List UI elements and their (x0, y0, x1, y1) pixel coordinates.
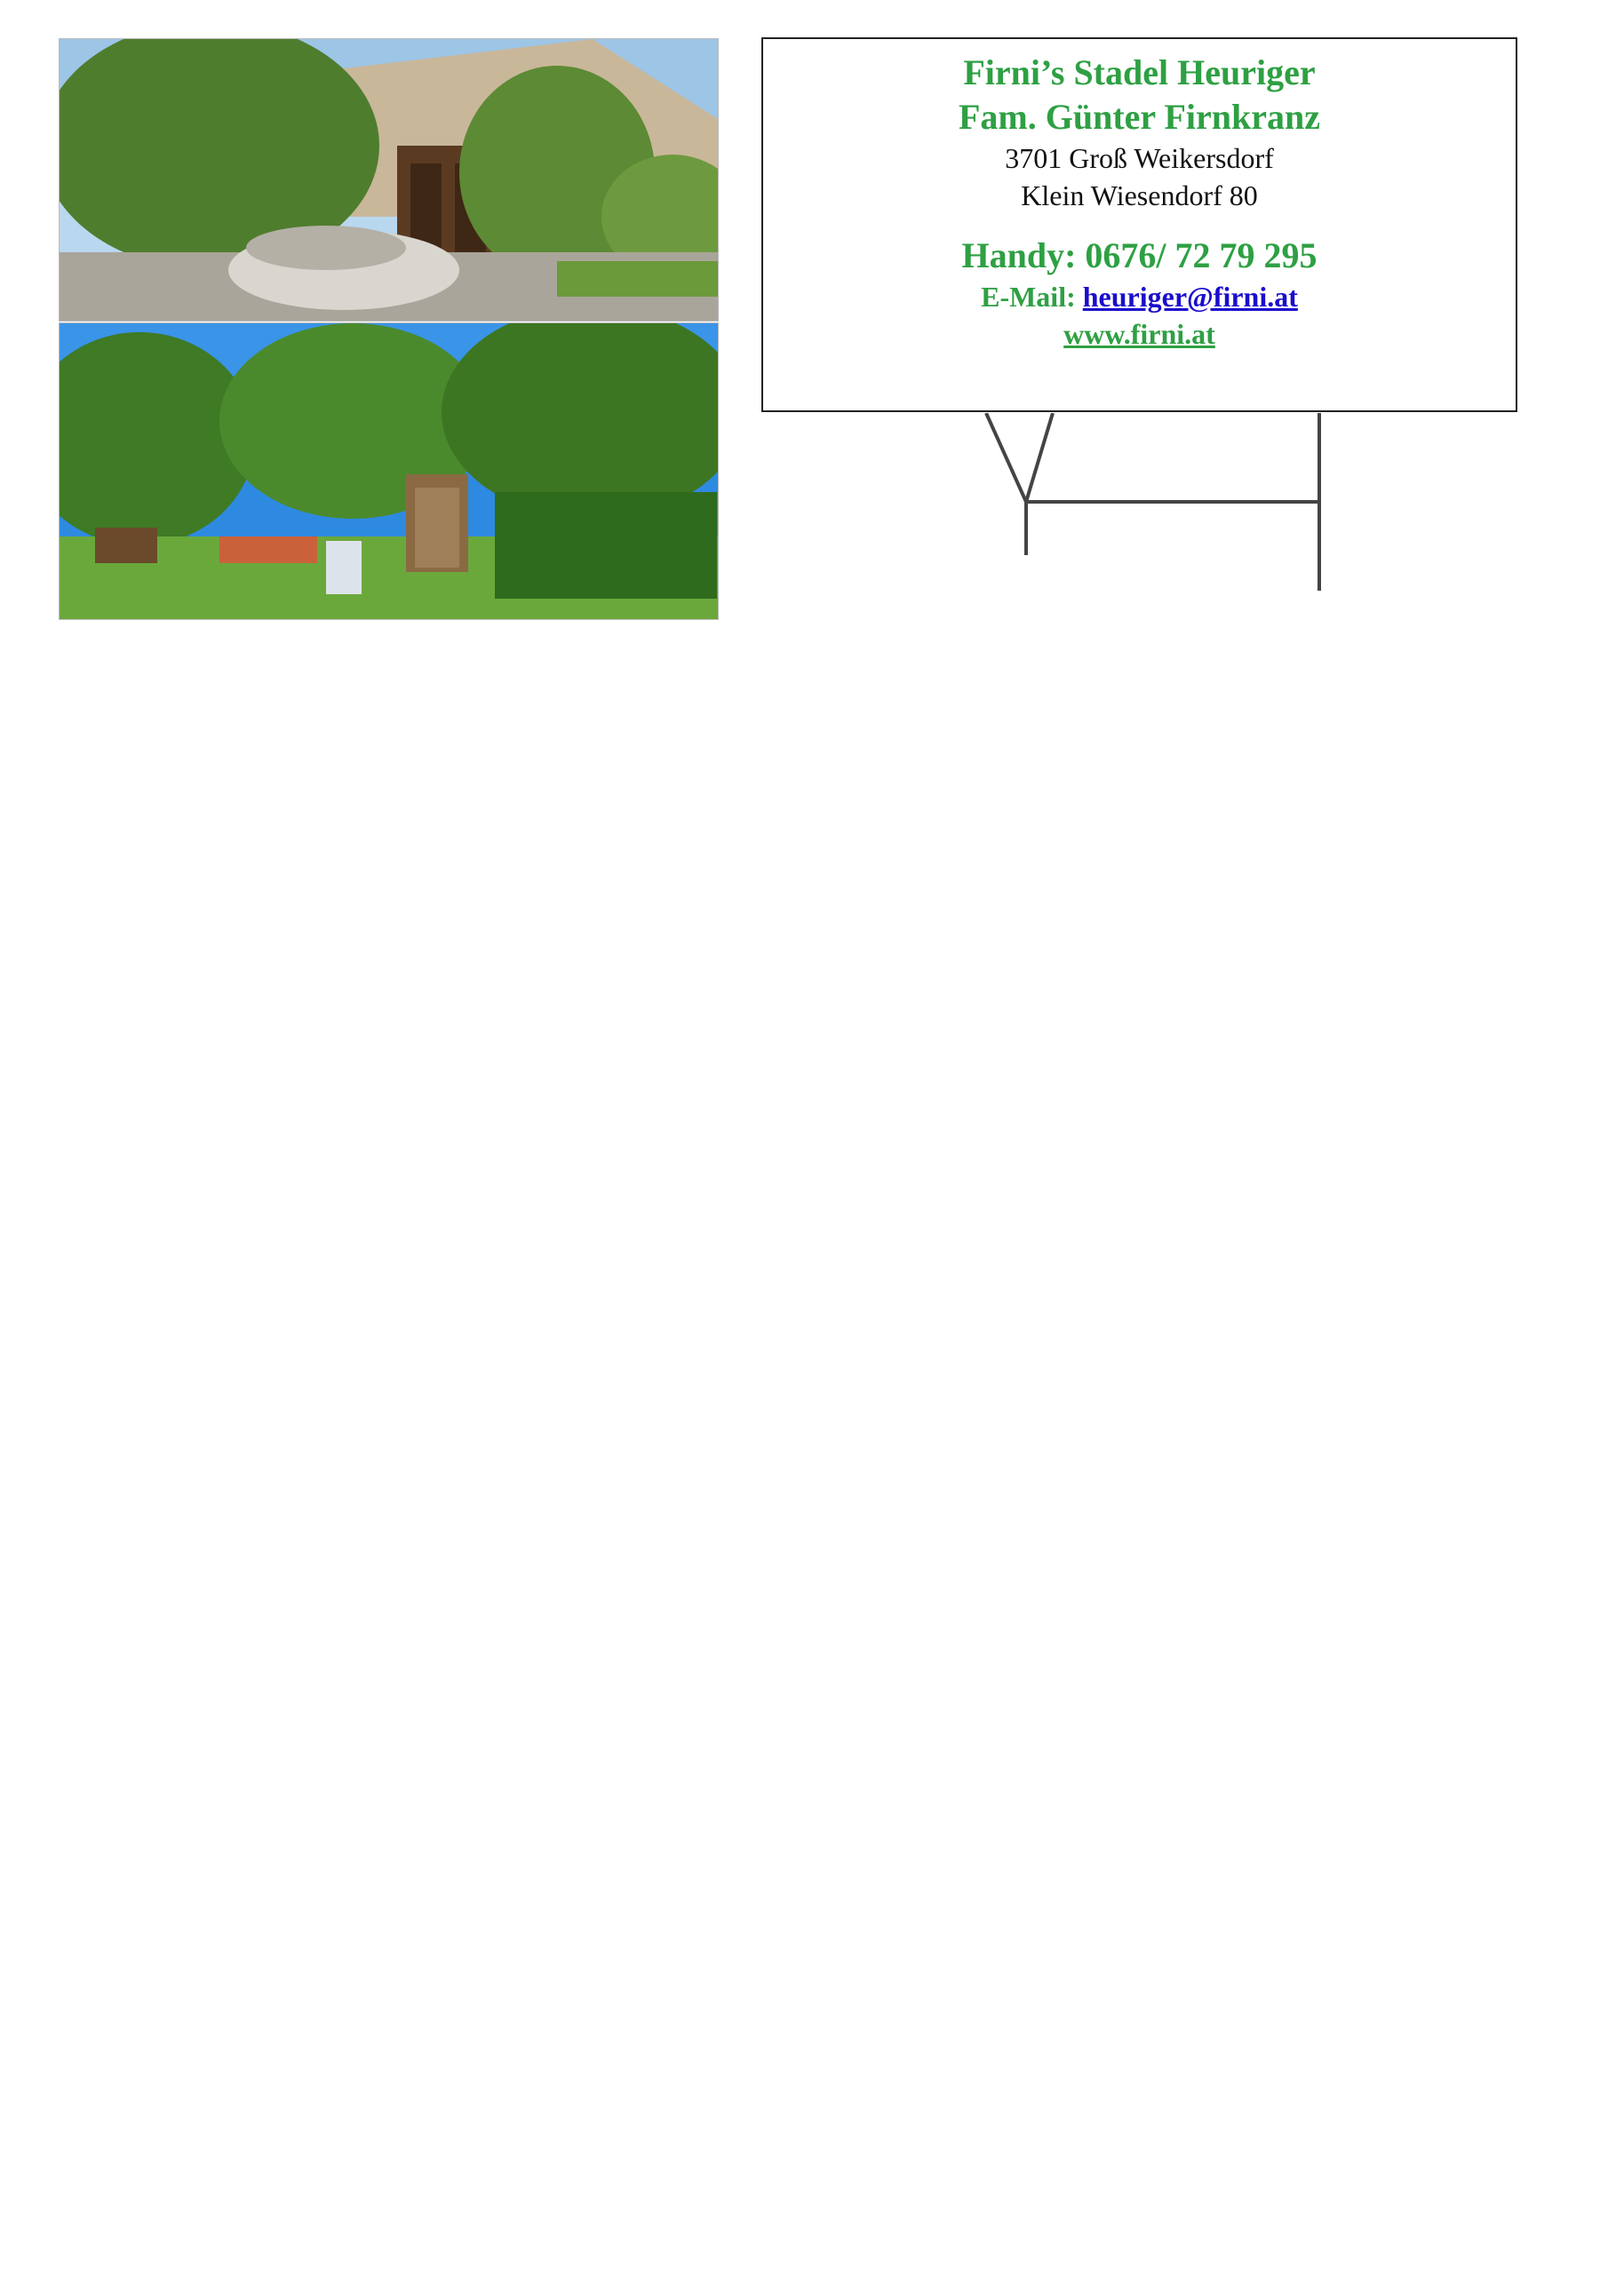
email-line (763, 278, 1516, 315)
address-street: Klein Wiesendorf 80 (1021, 179, 1258, 211)
email-label: E-Mail: (981, 281, 1076, 313)
website-link[interactable]: www.firni.at (1063, 318, 1215, 350)
email-link[interactable]: heuriger@firni.at (1082, 281, 1298, 313)
family-name: Fam. Günter Firnkranz (958, 97, 1320, 137)
route-map (826, 413, 1510, 613)
contact-box (761, 37, 1517, 412)
address-postal: 3701 Groß Weikersdorf (1005, 142, 1274, 174)
photo-entrance (59, 38, 719, 322)
business-name: Firni’s Stadel Heuriger (963, 52, 1316, 92)
phone-number: Handy: 0676/ 72 79 295 (961, 235, 1318, 275)
photo-garden (59, 322, 719, 620)
